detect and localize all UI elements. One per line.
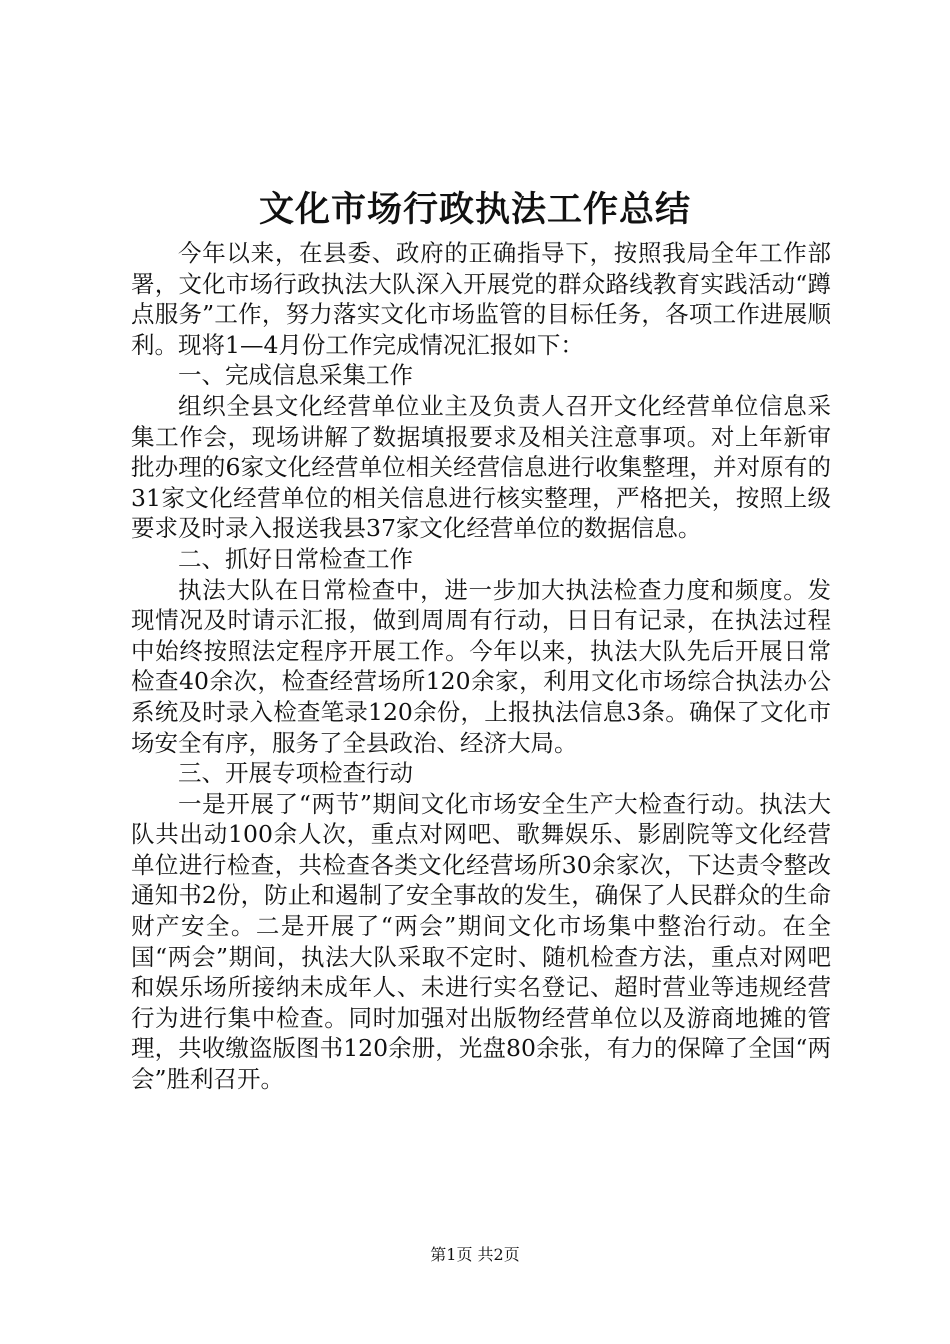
intro-paragraph: 今年以来，在县委、政府的正确指导下，按照我局全年工作部署，文化市场行政执法大队深入开展党的群众路线教育实践活动“蹲点服务”工作，努力落实文化市场监管的目标任务，各项工作进展顺利。现将1—4月份工作完成情况汇报如下： bbox=[131, 239, 831, 359]
document-body bbox=[131, 238, 831, 1095]
section-paragraph-2: 执法大队在日常检查中，进一步加大执法检查力度和频度。发现情况及时请示汇报，做到周周有行动，日日有记录，在执法过程中始终按照法定程序开展工作。今年以来，执法大队先后开展日常检查40余次，检查经营场所120余家，利用文化市场综合执法办公系统及时录入检查笔录120余份，上报执法信息3条。确保了文化市场安全有序，服务了全县政治、经济大局。 bbox=[131, 575, 831, 757]
page-footer: 第1页 共2页 bbox=[430, 1245, 520, 1264]
section-paragraph-3: 一是开展了“两节”期间文化市场安全生产大检查行动。执法大队共出动100余人次，重点对网吧、歌舞娱乐、影剧院等文化经营单位进行检查，共检查各类文化经营场所30余家次，下达责令整改通知书2份，防止和遏制了安全事故的发生，确保了人民群众的生命财产安全。二是开展了“两会”期间文化市场集中整治行动。在全国“两会”期间，执法大队采取不定时、随机检查方法，重点对网吧和娱乐场所接纳未成年人、未进行实名登记、超时营业等违规经营行为进行集中检查。同时加强对出版物经营单位以及游商地摊的管理，共收缴盗版图书120余册，光盘80余张，有力的保障了全国“两会”胜利召开。 bbox=[131, 789, 831, 1094]
section-heading-3: 三、开展专项检查行动 bbox=[178, 759, 413, 788]
section-heading-1: 一、完成信息采集工作 bbox=[178, 361, 413, 390]
section-paragraph-1: 组织全县文化经营单位业主及负责人召开文化经营单位信息采集工作会，现场讲解了数据填报要求及相关注意事项。对上年新审批办理的6家文化经营单位相关经营信息进行收集整理，并对原有的31家文化经营单位的相关信息进行核实整理，严格把关，按照上级要求及时录入报送我县37家文化经营单位的数据信息。 bbox=[131, 391, 831, 543]
document-title: 文化市场行政执法工作总结 bbox=[258, 189, 691, 230]
section-heading-2: 二、抓好日常检查工作 bbox=[178, 544, 413, 573]
